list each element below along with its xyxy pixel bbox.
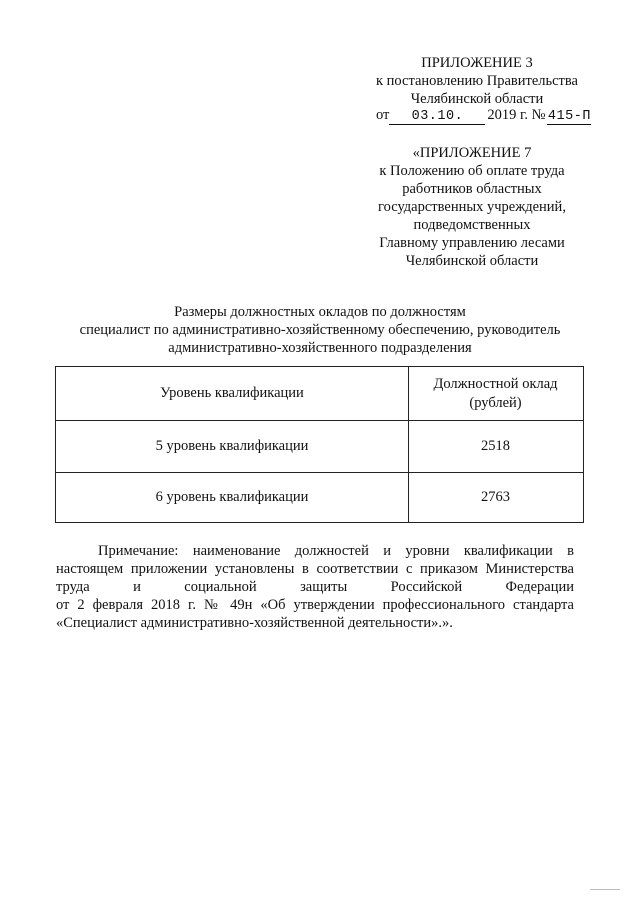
scan-artifact (590, 889, 620, 890)
header-salary-line1: Должностной оклад (433, 375, 558, 392)
appendix-3-line-resolution: к постановлению Правительства (376, 73, 578, 89)
doc-title-line: Размеры должностных окладов по должностям (174, 304, 466, 320)
doc-title-line: специалист по административно-хозяйственному обеспечению, руководитель (79, 322, 561, 338)
note-line: от 2 февраля 2018 г. № 49н «Об утверждении профессионального стандарта (56, 597, 574, 613)
date-prefix: от (376, 107, 390, 123)
header-level: Уровень квалификации (160, 385, 304, 401)
appendix-7-line: подведомственных (413, 217, 531, 233)
appendix-7-line: к Положению об оплате труда (379, 163, 565, 179)
appendix-3-title: ПРИЛОЖЕНИЕ 3 (421, 55, 533, 71)
resolution-number: 415-П (547, 109, 591, 124)
year-text: 2019 г. № (487, 107, 546, 123)
note-line: Примечание: наименование должностей и уровни квалификации в (98, 543, 574, 559)
appendix-3-line-region: Челябинской области (410, 91, 544, 107)
table-cell-level: 5 уровень квалификации (155, 437, 309, 454)
appendix-7-line: Челябинской области (405, 253, 539, 269)
table-cell-salary: 2763 (481, 488, 510, 505)
note-line: настоящем приложении установлены в соответствии с приказом Министерства (56, 561, 574, 577)
appendix-3-date-line (376, 106, 591, 125)
date-value: 03.10. (389, 109, 485, 125)
appendix-7-line: работников областных (402, 181, 542, 197)
table-cell-salary: 2518 (481, 437, 510, 454)
note-line: труда и социальной защиты Российской Федерации (56, 579, 574, 595)
appendix-7-title: «ПРИЛОЖЕНИЕ 7 (412, 145, 532, 161)
header-salary (408, 367, 583, 420)
salary-table (55, 366, 584, 523)
doc-title-line: административно-хозяйственного подразделения (168, 340, 472, 356)
table-cell-level: 6 уровень квалификации (155, 488, 309, 505)
note-line: «Специалист административно-хозяйственной деятельности».». (56, 615, 453, 631)
header-salary-line2: (рублей) (469, 394, 522, 411)
appendix-7-line: государственных учреждений, (378, 199, 566, 215)
appendix-7-line: Главному управлению лесами (379, 235, 565, 251)
